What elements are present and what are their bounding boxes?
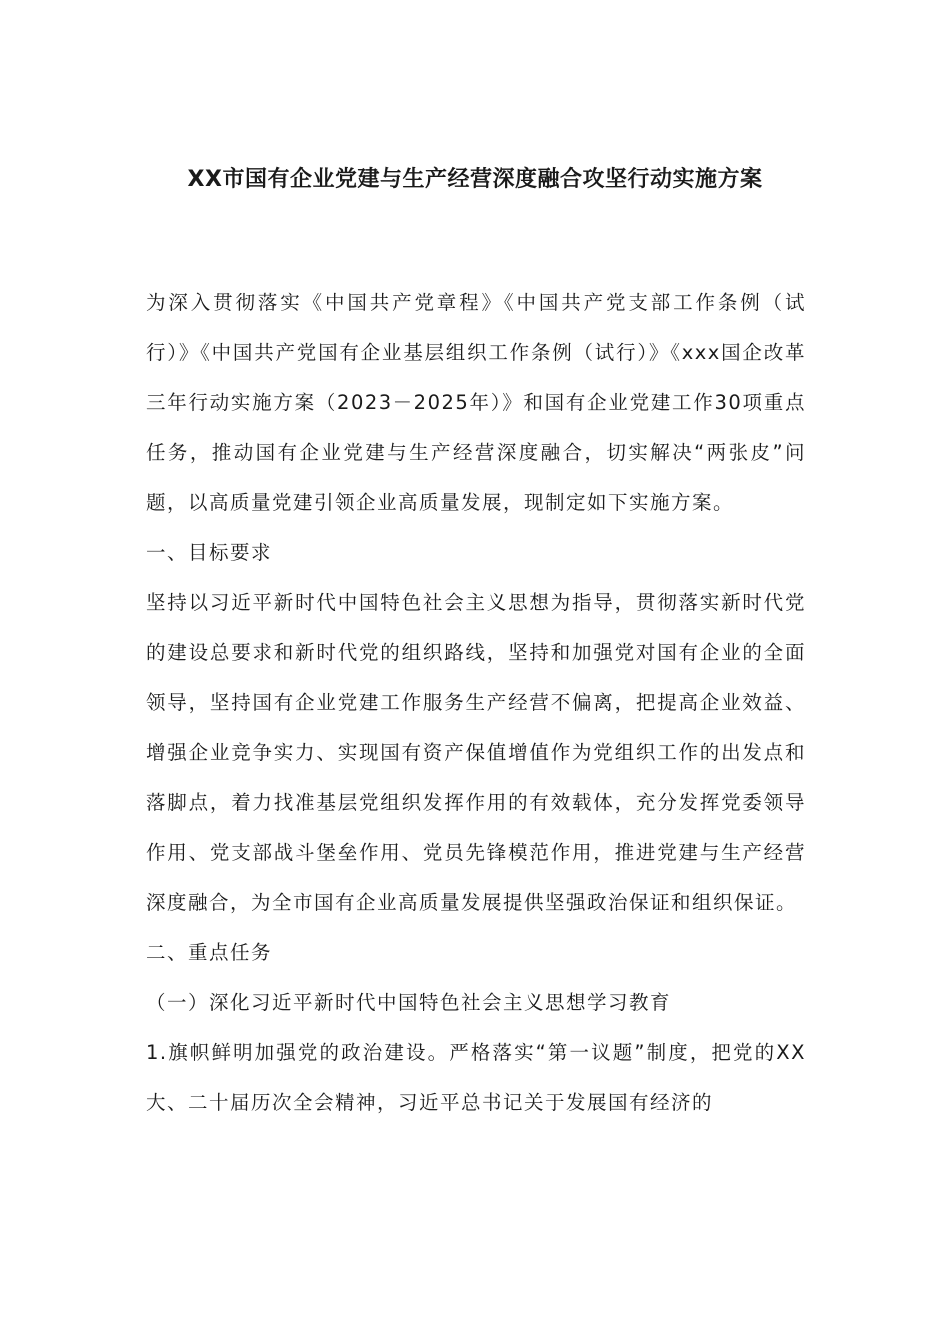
intro-paragraph: 为深入贯彻落实《中国共产党章程》《中国共产党支部工作条例（试行）》《中国共产党国有企业基层组织工作条例（试行）》《xxx国企改革三年行动实施方案（2023－2025年）》和国有企业党建工作30项重点任务，推动国有企业党建与生产经营深度融合，切实解决“两张皮”问题，以高质量党建引领企业高质量发展，现制定如下实施方案。	[146, 291, 806, 514]
document-title: XX市国有企业党建与生产经营深度融合攻坚行动实施方案	[187, 167, 763, 192]
task-item-1: 1.旗帜鲜明加强党的政治建设。严格落实“第一议题”制度，把党的XX大、二十届历次全会精神，习近平总书记关于发展国有经济的	[146, 1041, 806, 1114]
section-heading-goals: 一、目标要求	[146, 541, 273, 564]
subsection-heading-1: （一）深化习近平新时代中国特色社会主义思想学习教育	[146, 991, 672, 1014]
document-body	[146, 278, 806, 1128]
goals-paragraph: 坚持以习近平新时代中国特色社会主义思想为指导，贯彻落实新时代党的建设总要求和新时代党的组织路线，坚持和加强党对国有企业的全面领导，坚持国有企业党建工作服务生产经营不偏离，把提高企业效益、增强企业竞争实力、实现国有资产保值增值作为党组织工作的出发点和落脚点，着力找准基层党组织发挥作用的有效载体，充分发挥党委领导作用、党支部战斗堡垒作用、党员先锋模范作用，推进党建与生产经营深度融合，为全市国有企业高质量发展提供坚强政治保证和组织保证。	[146, 591, 806, 914]
section-heading-tasks: 二、重点任务	[146, 941, 273, 964]
